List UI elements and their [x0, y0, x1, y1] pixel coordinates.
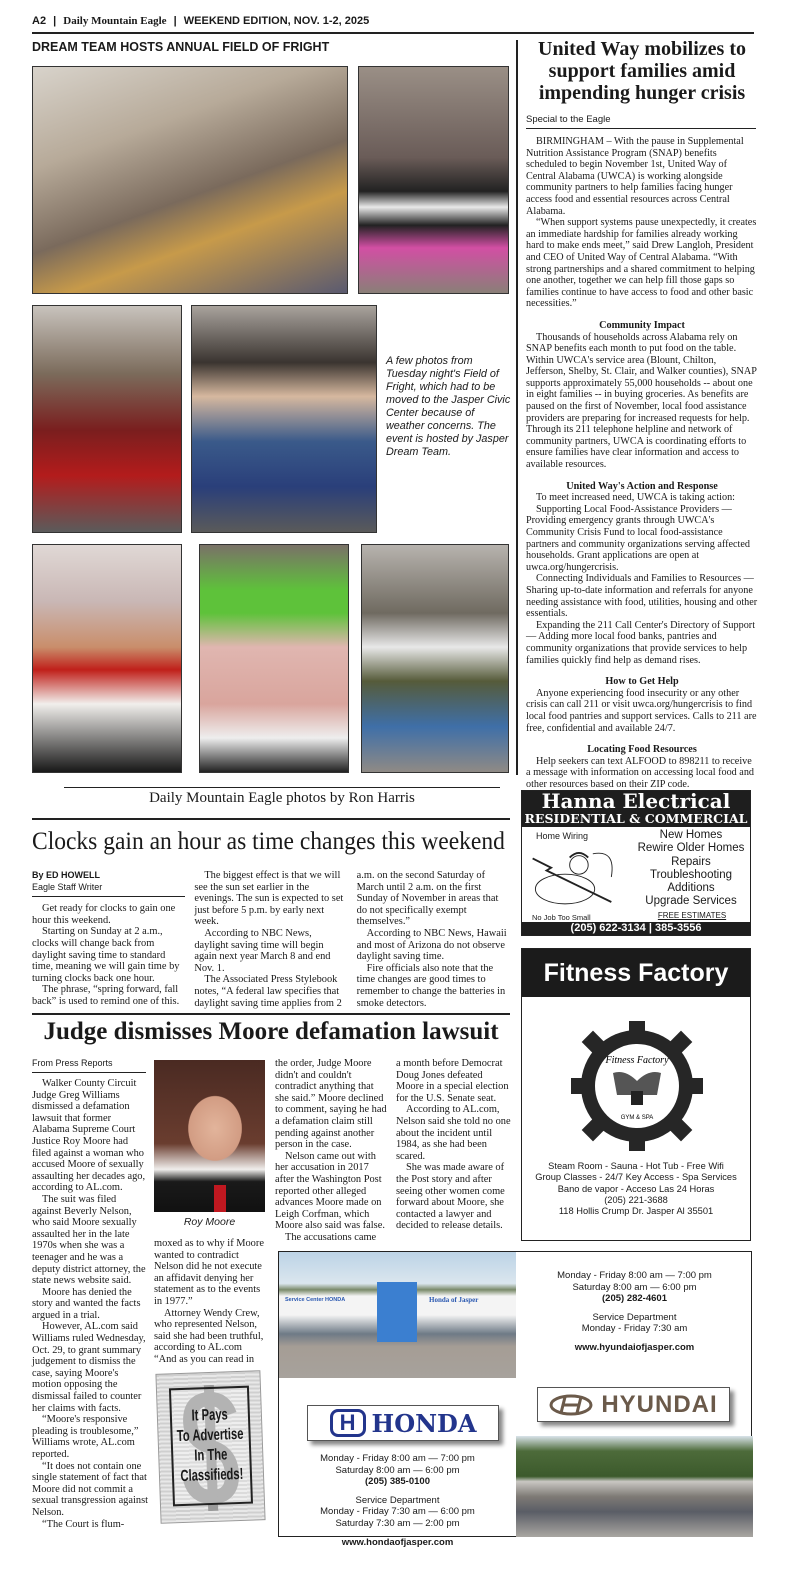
paragraph: BIRMINGHAM – With the pause in Supplemental Nutrition Assistance Program (SNAP) benefits scheduled to begin November 1st, United Way of Central Alabama (UWCA) is working alongside community partners to help families facing hunger access food and essential resources across Central Alabama.: [526, 136, 744, 217]
paragraph: Expanding the 211 Call Center's Directory of Support — Adding more local food banks, pantries and community organizations that provide services to help families quickly find help as demand rises.: [526, 619, 756, 666]
service-item: Additions: [667, 882, 715, 895]
hyundai-url[interactable]: www.hyundaiofjasper.com: [574, 1341, 695, 1353]
honda-dealership-photo: [279, 1252, 516, 1378]
photo-pirate: [32, 305, 182, 533]
paragraph: She was made aware of the Post story and after seeing other women come forward about Moore, she contacted a lawyer and decided to release details.: [396, 1162, 505, 1232]
honda-store-sign: Honda of Jasper: [429, 1296, 479, 1304]
paper-name: Daily Mountain Eagle: [63, 15, 167, 27]
electrician-cartoon-icon: [528, 843, 628, 911]
masthead-rule: [32, 32, 754, 34]
hanna-phones: (205) 622-3134 | 385-3556: [522, 922, 750, 935]
hyundai-service-title: Service Department: [592, 1311, 677, 1323]
hanna-electrical-ad: [521, 790, 751, 936]
paragraph: Connecting Individuals and Families to Resources — Sharing up-to-date information and referrals for anyone needing assistance with food, utilities, housing and other essentials.: [526, 573, 758, 620]
tie: [214, 1185, 226, 1212]
paragraph: The accusations came: [285, 1231, 377, 1243]
united-way-source: Special to the Eagle: [526, 114, 756, 129]
classified-line: To Advertise: [177, 1425, 245, 1446]
paragraph: Anyone experiencing food insecurity or any other crisis can call 211 or visit uwca.org/hungercrisis to find local food pantries and support services. Calls to 211 are free, confidential and available 24/7.: [526, 687, 757, 734]
paragraph: the order, Judge Moore didn't and couldn't contradict anything that she said.” Moore declined to comment, saying he had a defamation claim still pending against another person in the case.: [275, 1058, 387, 1151]
separator: |: [53, 15, 57, 27]
service-item: New Homes: [659, 829, 723, 841]
info-line: 118 Hollis Crump Dr. Jasper Al 35501: [558, 1206, 714, 1217]
fitness-gear-logo: [555, 1021, 719, 1151]
hanna-services-list: [630, 829, 752, 909]
paragraph: Attorney Wendy Crew, who represented Nelson, said she had been truthful, according to AL.com “And as you can read in: [154, 1307, 264, 1365]
united-way-headline: United Way mobilizes to support families amid impending hunger crisis: [538, 38, 746, 104]
paragraph: The phrase, “spring forward, fall back” is used to remind one of this.: [32, 984, 180, 1007]
fitness-header: Fitness Factory: [522, 949, 750, 997]
subhead: United Way's Action and Response: [566, 480, 718, 492]
moore-column-1: [32, 1078, 148, 1530]
honda-service-saturday: Saturday 7:30 am — 2:00 pm: [335, 1517, 460, 1529]
subhead: Community Impact: [599, 319, 685, 331]
masthead: [32, 15, 369, 27]
photo-green-hair: [199, 544, 349, 773]
honda-hours-weekday: Monday - Friday 8:00 am — 7:00 pm: [320, 1453, 475, 1464]
service-item: Repairs: [671, 855, 711, 868]
paragraph: “It does not contain one single statement of fact that Moore did not commit a sexual transgression against Nelson.: [32, 1460, 149, 1518]
paragraph: “When support systems pause unexpectedly, it creates an immediate hardship for families already working hard to make ends meet,” said Drew Langloh, President and CEO of United Way of Central Alabama. “With strong partnerships and a shared commitment to helping one another, together we can help fill those gaps so families continue to have access to food and other basic necessities.”: [526, 217, 757, 310]
paragraph: a month before Democrat Doug Jones defeated Moore in a special election for the U.S. Senate seat.: [396, 1058, 509, 1104]
byline: By ED HOWELL: [32, 870, 101, 880]
paragraph: To meet increased need, UWCA is taking action:: [536, 492, 736, 504]
photo-volunteers-table: [32, 66, 348, 294]
photo-caption: A few photos from Tuesday night's Field of Fright, which had to be moved to the Jasper Civic Center because of weather concerns. The event is hosted by Jasper Dream Team.: [386, 355, 511, 458]
info-line: Group Classes - 24/7 Key Access - Spa Services: [535, 1172, 737, 1183]
info-line: Bano de vapor - Acceso Las 24 Horas: [557, 1183, 715, 1194]
moore-column-3: [275, 1058, 389, 1244]
paragraph: Fire officials also note that the time changes are good times to remember to change the batteries in smoke detectors.: [356, 962, 506, 1009]
free-estimates: FREE ESTIMATES: [657, 911, 727, 920]
honda-logo: [307, 1405, 499, 1441]
edition-date: WEEKEND EDITION, NOV. 1-2, 2025: [183, 15, 370, 27]
info-line: (205) 221-3688: [604, 1194, 668, 1205]
subhead: How to Get Help: [605, 676, 679, 688]
clocks-body: [32, 870, 510, 1009]
photo-girl-costume: [358, 66, 509, 294]
hyundai-wordmark: HYUNDAI: [601, 1390, 718, 1418]
paragraph: Moore has denied the story and wanted the facts argued in a trial.: [32, 1286, 141, 1321]
honda-wordmark: HONDA: [371, 1408, 477, 1438]
paragraph: According to NBC News, Hawaii and most of Arizona do not observe daylight saving time.: [356, 927, 507, 963]
honda-service-title: Service Department: [355, 1494, 440, 1506]
hyundai-dealership-photo: [516, 1436, 753, 1537]
page-number: A2: [32, 15, 47, 27]
hanna-header: [522, 791, 750, 827]
paragraph: The biggest effect is that we will see the sun set earlier in the evenings. The sun is expected to set just before 5 p.m. by early next week.: [194, 870, 344, 928]
moore-top-rule: [32, 1013, 510, 1015]
info-line: Steam Room - Sauna - Hot Tub - Free Wifi: [548, 1161, 724, 1171]
classified-line: It Pays: [191, 1406, 229, 1425]
hyundai-service-weekday: Monday - Friday 7:30 am: [581, 1323, 688, 1335]
credit-rule: [64, 787, 500, 788]
paragraph: moxed as to why if Moore wanted to contradict Nelson did he not execute an affidavit denying her statement as to the events in 1977.”: [154, 1238, 264, 1307]
paragraph: The Associated Press Stylebook notes, “A federal law specifies that daylight saving time applies from 2 a.m. on the second Saturday of March until 2 a.m. on the first Sunday of November in areas that do not specifically exempt themselves.”: [194, 870, 499, 1009]
moore-headline: Judge dismisses Moore defamation lawsuit: [43, 1018, 499, 1045]
subhead: Locating Food Resources: [587, 744, 697, 756]
classified-line: Classifieds!: [180, 1465, 244, 1486]
honda-phone: (205) 385-0100: [365, 1476, 430, 1488]
roy-moore-photo: [154, 1060, 265, 1212]
photo-cat-in-hat: [32, 544, 182, 773]
paragraph: Supporting Local Food-Assistance Providers — Providing emergency grants through UWCA's Community Crisis Fund to local food-assistance partners and community organizations serving affected households. Grant applications are open at uwca.org/hungercrisis.: [526, 503, 750, 573]
separator: |: [173, 15, 177, 27]
united-way-body: [526, 136, 758, 790]
honda-service-weekday: Monday - Friday 7:30 am — 6:00 pm: [320, 1506, 475, 1518]
byline-title: Eagle Staff Writer: [32, 882, 185, 898]
hanna-left-top: Home Wiring: [536, 831, 589, 841]
dealership-ad: [278, 1251, 752, 1548]
photo-feature-title: DREAM TEAM HOSTS ANNUAL FIELD OF FRIGHT: [32, 40, 330, 54]
clocks-headline: Clocks gain an hour as time changes this weekend: [32, 828, 505, 855]
classified-line: In The: [194, 1446, 229, 1465]
honda-service-sign: Service Center HONDA: [285, 1297, 346, 1303]
photo-dalmatian-soldier: [361, 544, 509, 773]
service-item: Rewire Older Homes: [637, 842, 745, 855]
hyundai-hours-weekday: Monday - Friday 8:00 am — 7:00 pm: [557, 1270, 712, 1281]
hyundai-phone: (205) 282-4601: [602, 1293, 667, 1305]
paragraph: Nelson came out with her accusation in 2017 after the Washington Post reported other alleged advances Moore made on Leigh Corfman, which Moore also said was false.: [275, 1150, 385, 1232]
honda-tower: [377, 1282, 417, 1342]
hanna-tagline: RESIDENTIAL & COMMERCIAL: [524, 811, 748, 826]
paragraph: Thousands of households across Alabama rely on SNAP benefits each month to put food on the table. Within UWCA's service area (Blount, Chilton, Jefferson, Shelby, St. Clair, and Walker counties), SNAP supports approximately 55,000 households -- about one in eight families -- in buying groceries. As benefits are paused on the first of November, local food assistance providers are preparing for increased requests for help. Through its 211 telephone helpline and network of community partners, UWCA is coordinating efforts to ensure families have clear information and access to available resources.: [526, 331, 757, 471]
paragraph: Walker County Circuit Judge Greg Williams dismissed a defamation lawsuit that former Alabama Supreme Court Justice Roy Moore had filed against a woman who accused Moore of sexually assaulting her decades ago, according to AL.com.: [32, 1078, 146, 1194]
paragraph: According to AL.com, Nelson said she told no one about the incident until 1984, as she had been scared.: [396, 1104, 511, 1162]
paragraph: According to NBC News, daylight saving time will begin again next year March 8 and end Nov. 1.: [194, 927, 331, 974]
moore-source: From Press Reports: [32, 1058, 146, 1073]
column-divider: [516, 40, 518, 775]
fitness-factory-ad: [521, 948, 751, 1241]
clocks-top-rule: [32, 818, 510, 820]
paragraph: Help seekers can text ALFOOD to 898211 to receive a message with information on accessing local food and other resources based on their ZIP code.: [526, 755, 755, 790]
fitness-logo-sub: GYM & SPA: [620, 1115, 654, 1121]
classifieds-ad: [155, 1370, 265, 1524]
paragraph: Get ready for clocks to gain one hour this weekend.: [32, 903, 176, 926]
united-way-article: [526, 38, 758, 790]
fitness-logo-text: Fitness Factory: [605, 1055, 669, 1066]
paragraph: “Moore's responsive pleading is troublesome,” Williams wrote, AL.com reported.: [32, 1414, 139, 1460]
hyundai-hours-saturday: Saturday 8:00 am — 6:00 pm: [572, 1281, 697, 1293]
moore-column-2: [154, 1238, 267, 1366]
photo-credit: Daily Mountain Eagle photos by Ron Harris: [149, 790, 415, 806]
paragraph: However, AL.com said Williams ruled Wednesday, Oct. 29, to grant summary judgement to dismiss the case, saying Moore's motion opposing the dismissal failed to counter her claims with facts.: [32, 1321, 146, 1414]
service-item: Upgrade Services: [645, 895, 737, 908]
moore-column-4: [396, 1058, 512, 1232]
hanna-name: Hanna Electrical: [541, 789, 731, 813]
roy-moore-caption: Roy Moore: [183, 1216, 236, 1228]
fitness-info: [522, 1161, 750, 1217]
paragraph: Starting on Sunday at 2 a.m., clocks will change back from daylight saving time to standard time, meaning we will gain time by turning clocks back one hour.: [32, 926, 180, 984]
classifieds-card: [169, 1386, 253, 1507]
hyundai-h-icon: [549, 1394, 593, 1416]
honda-h-icon: H: [330, 1409, 366, 1437]
honda-url[interactable]: www.hondaofjasper.com: [341, 1536, 454, 1548]
paragraph: “The Court is flum-: [42, 1518, 125, 1530]
honda-hours-saturday: Saturday 8:00 am — 6:00 pm: [335, 1464, 460, 1476]
hyundai-logo: [537, 1387, 730, 1422]
hyundai-hours: [516, 1270, 753, 1354]
photo-group-cowboy: [191, 305, 377, 533]
paragraph: The suit was filed against Beverly Nelson, who said Moore sexually assaulted her in the late 1970s when she was a teenager and he was a deputy district attorney, the state news website said.: [32, 1193, 146, 1287]
service-item: Troubleshooting: [649, 868, 733, 881]
honda-hours: [279, 1453, 516, 1548]
hanna-left-bottom: No Job Too Small: [532, 913, 591, 922]
